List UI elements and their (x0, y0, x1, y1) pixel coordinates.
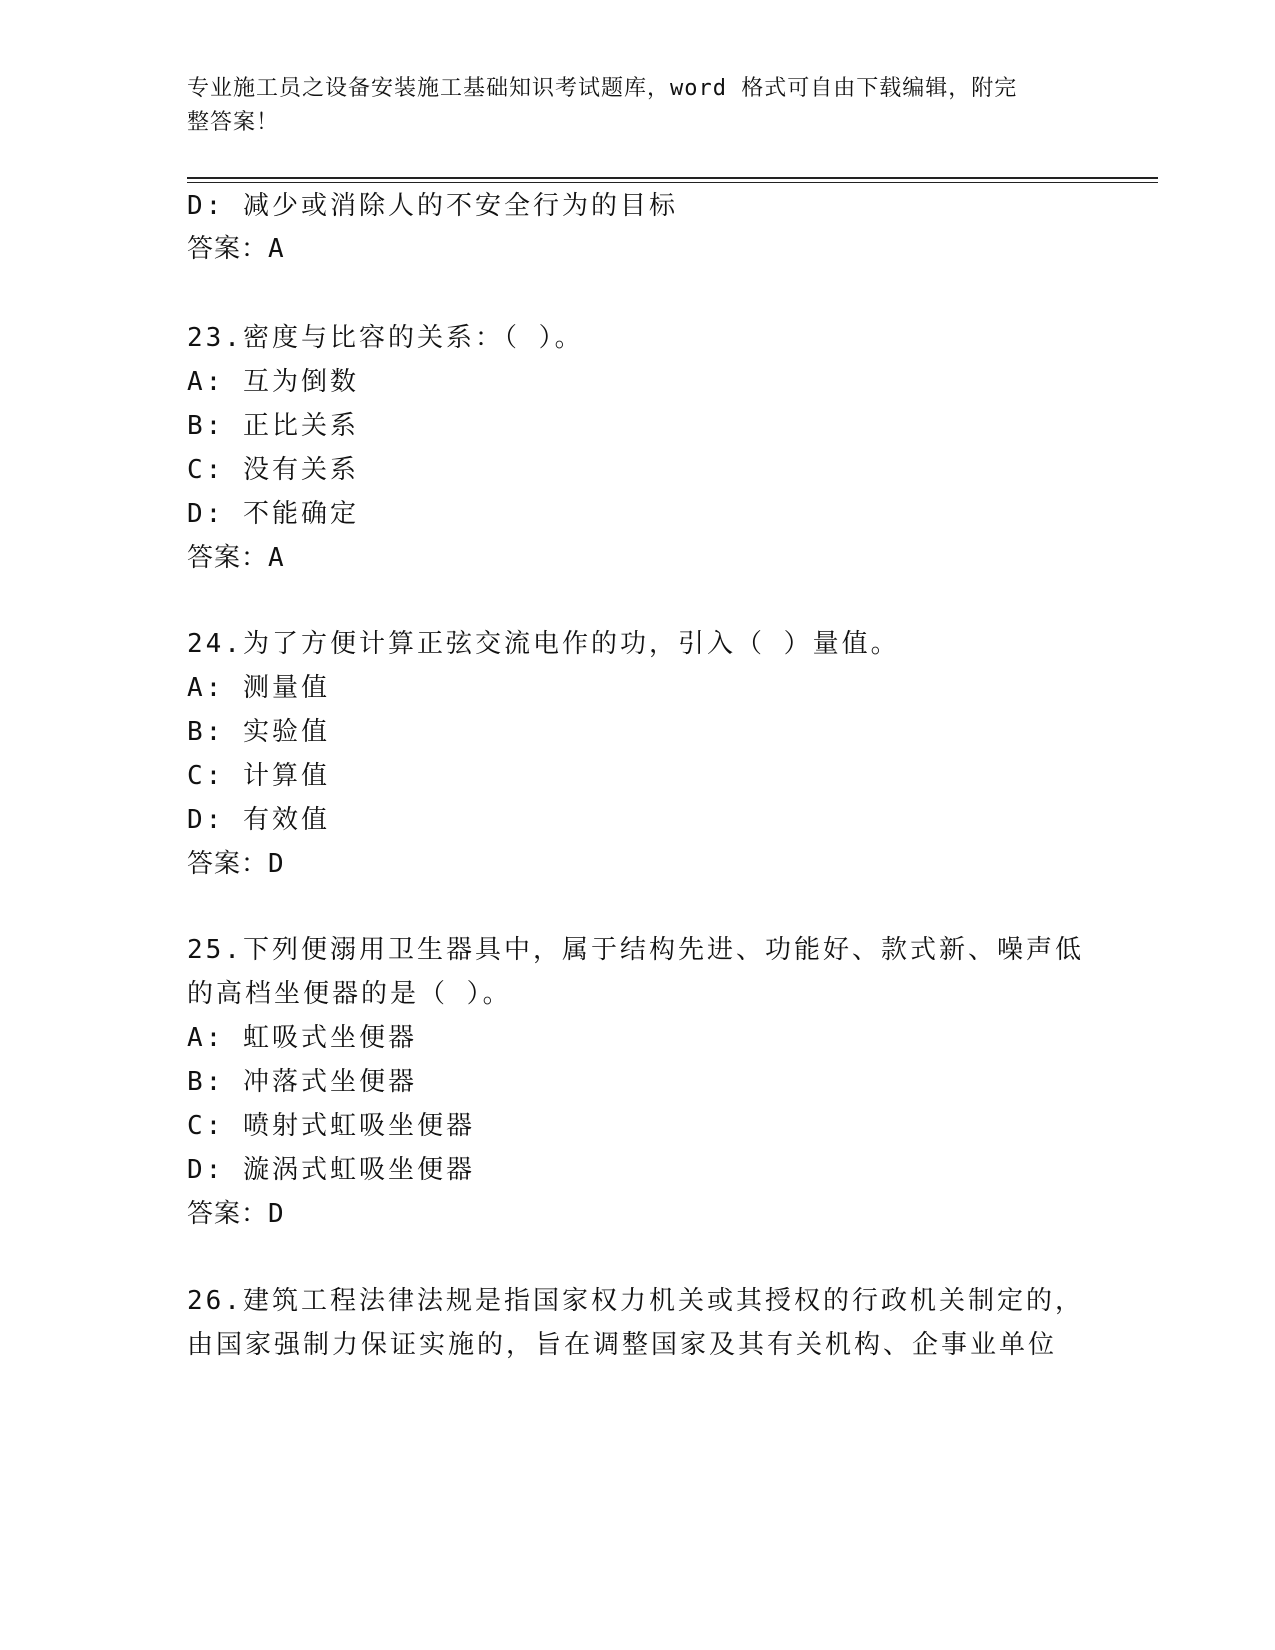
q24-answer: 答案：D (187, 849, 285, 879)
document-header (187, 72, 1067, 140)
q24-option-b: B: 实验值 (187, 717, 330, 747)
q25-stem-line-2: 的高档坐便器的是（ ）。 (187, 979, 512, 1009)
header-divider-thick (187, 177, 1158, 179)
q24-option-a: A: 测量值 (187, 673, 330, 703)
q25-option-d: D: 漩涡式虹吸坐便器 (187, 1155, 475, 1185)
q25-option-b: B: 冲落式坐便器 (187, 1067, 417, 1097)
q24-stem: 24.为了方便计算正弦交流电作的功，引入（ ）量值。 (187, 629, 900, 659)
q26-stem-line-2: 由国家强制力保证实施的，旨在调整国家及其有关机构、企事业单位 (187, 1330, 1058, 1360)
q25-stem-line-1: 25.下列便溺用卫生器具中，属于结构先进、功能好、款式新、噪声低 (187, 935, 1084, 965)
q23-option-d: D: 不能确定 (187, 499, 359, 529)
q25-answer: 答案：D (187, 1199, 285, 1229)
header-title-line-2: 整答案！ (187, 110, 280, 135)
q25-option-c: C: 喷射式虹吸坐便器 (187, 1111, 475, 1141)
q23-option-a: A: 互为倒数 (187, 367, 359, 397)
header-title-line-1: 专业施工员之设备安装施工基础知识考试题库，word 格式可自由下载编辑，附完 (187, 76, 1018, 101)
q25-option-a: A: 虹吸式坐便器 (187, 1023, 417, 1053)
q24-option-c: C: 计算值 (187, 761, 330, 791)
q22-option-d: D: 减少或消除人的不安全行为的目标 (187, 191, 678, 221)
q23-option-b: B: 正比关系 (187, 411, 359, 441)
header-divider-thin (187, 182, 1158, 183)
q23-stem: 23.密度与比容的关系：（ ）。 (187, 323, 584, 353)
q22-answer: 答案：A (187, 234, 285, 264)
q23-option-c: C: 没有关系 (187, 455, 359, 485)
q23-answer: 答案：A (187, 543, 285, 573)
q26-stem-line-1: 26.建筑工程法律法规是指国家权力机关或其授权的行政机关制定的， (187, 1286, 1084, 1316)
q24-option-d: D: 有效值 (187, 805, 330, 835)
